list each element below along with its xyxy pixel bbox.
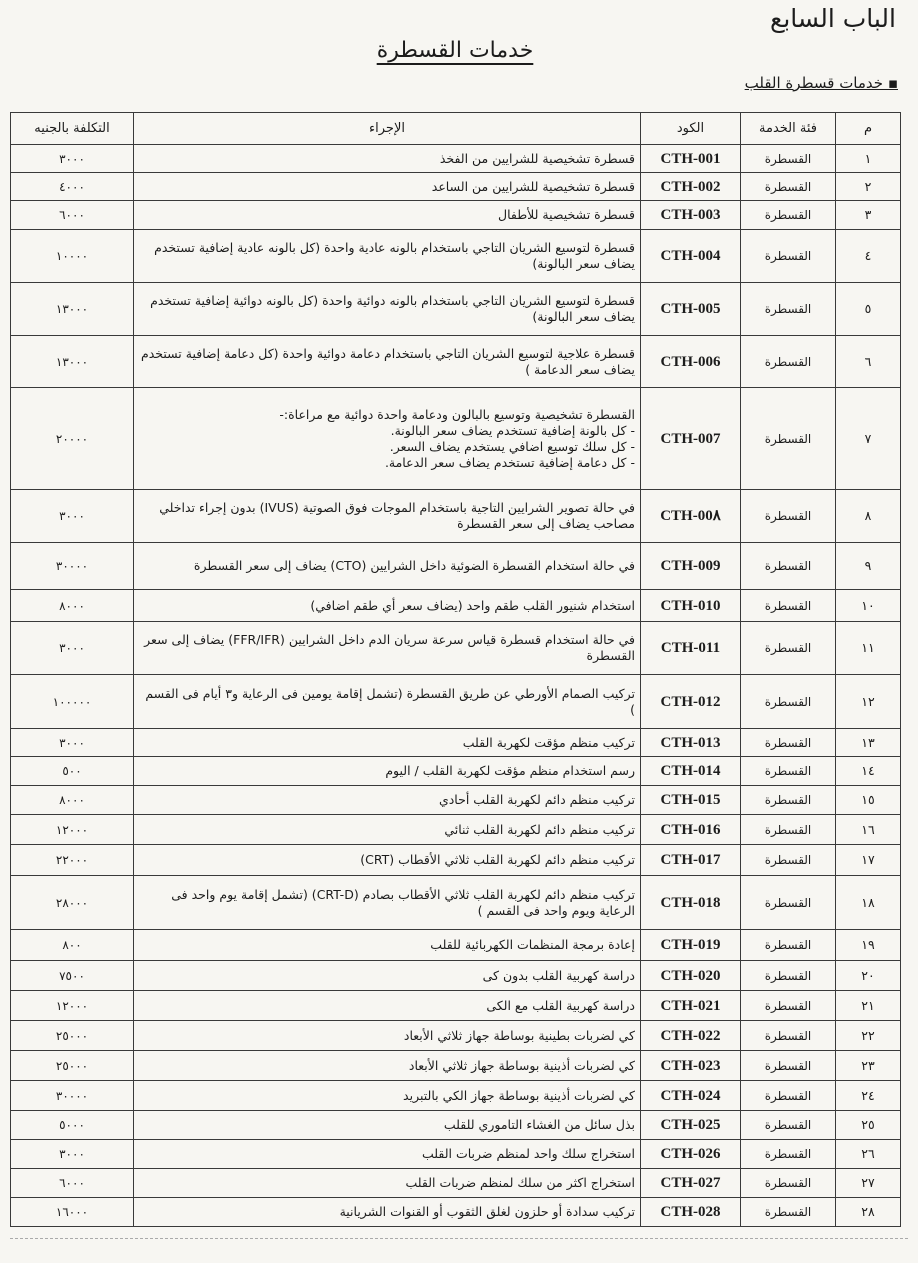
header-code: الكود: [641, 113, 741, 145]
cost-value: ٣٠٠٠: [11, 145, 134, 173]
procedure-description: تركيب منظم دائم لكهربة القلب ثلاثي الأقطاب (CRT): [134, 845, 641, 876]
procedure-description: كي لضربات أذينية بوساطة جهاز ثلاثي الأبعاد: [134, 1051, 641, 1081]
cost-value: ١٦٠٠٠: [11, 1198, 134, 1227]
service-code: CTH-015: [641, 786, 741, 815]
service-category: القسطرة: [741, 145, 836, 173]
row-number: ١٧: [836, 845, 901, 876]
service-code: CTH-009: [641, 543, 741, 590]
table-row: [11, 388, 901, 490]
service-code: CTH-013: [641, 729, 741, 757]
row-number: ٢١: [836, 991, 901, 1021]
table-row: [11, 490, 901, 543]
service-code: CTH-014: [641, 757, 741, 786]
table-row: [11, 1021, 901, 1051]
service-category: القسطرة: [741, 1111, 836, 1140]
services-table: [10, 112, 901, 1227]
cost-value: ١٢٠٠٠: [11, 991, 134, 1021]
table-row: [11, 876, 901, 930]
service-category: القسطرة: [741, 991, 836, 1021]
service-code: CTH-022: [641, 1021, 741, 1051]
cost-value: ٢٨٠٠٠: [11, 876, 134, 930]
procedure-description: تركيب سدادة أو حلزون لغلق الثقوب أو القنوات الشريانية: [134, 1198, 641, 1227]
table-row: [11, 757, 901, 786]
procedure-description: القسطرة تشخيصية وتوسيع بالبالون ودعامة واحدة دوائية مع مراعاة:- - كل بالونة إضافية تستخدم يضاف سعر البالونة. - كل سلك توسيع اضافي يستخدم يضاف السعر. - كل دعامة إضافية تستخدم يضاف سعر الدعامة.: [134, 388, 641, 490]
row-number: ٢٨: [836, 1198, 901, 1227]
cost-value: ٣٠٠٠٠: [11, 1081, 134, 1111]
row-number: ١٤: [836, 757, 901, 786]
cost-value: ١٠٠٠٠٠: [11, 675, 134, 729]
service-category: القسطرة: [741, 230, 836, 283]
row-number: ١٥: [836, 786, 901, 815]
service-category: القسطرة: [741, 1169, 836, 1198]
table-row: [11, 815, 901, 845]
cost-value: ٣٠٠٠: [11, 490, 134, 543]
service-category: القسطرة: [741, 622, 836, 675]
service-category: القسطرة: [741, 490, 836, 543]
procedure-description: استخدام شنيور القلب طقم واحد (يضاف سعر أي طقم اضافي): [134, 590, 641, 622]
row-number: ٢٦: [836, 1140, 901, 1169]
service-code: CTH-007: [641, 388, 741, 490]
row-number: ١٣: [836, 729, 901, 757]
service-category: القسطرة: [741, 543, 836, 590]
header-category: فئة الخدمة: [741, 113, 836, 145]
row-number: ١: [836, 145, 901, 173]
row-number: ١٦: [836, 815, 901, 845]
procedure-description: كي لضربات بطينية بوساطة جهاز ثلاثي الأبعاد: [134, 1021, 641, 1051]
table-row: [11, 590, 901, 622]
service-code: CTH-006: [641, 336, 741, 388]
cost-value: ٢٠٠٠٠: [11, 388, 134, 490]
chapter-heading: الباب السابع: [770, 4, 896, 33]
service-code: CTH-025: [641, 1111, 741, 1140]
service-code: CTH-023: [641, 1051, 741, 1081]
table-row: [11, 991, 901, 1021]
table-row: [11, 786, 901, 815]
procedure-description: قسطرة تشخيصية للشرايين من الساعد: [134, 173, 641, 201]
service-code: CTH-002: [641, 173, 741, 201]
service-category: القسطرة: [741, 283, 836, 336]
cost-value: ٨٠٠٠: [11, 786, 134, 815]
table-row: [11, 336, 901, 388]
service-category: القسطرة: [741, 876, 836, 930]
service-category: القسطرة: [741, 388, 836, 490]
service-code: CTH-028: [641, 1198, 741, 1227]
service-code: CTH-004: [641, 230, 741, 283]
service-category: القسطرة: [741, 1198, 836, 1227]
service-category: القسطرة: [741, 1140, 836, 1169]
table-row: [11, 543, 901, 590]
service-code: CTH-018: [641, 876, 741, 930]
cost-value: ١٣٠٠٠: [11, 336, 134, 388]
table-row: [11, 145, 901, 173]
procedure-description: قسطرة تشخيصية للشرايين من الفخذ: [134, 145, 641, 173]
table-row: [11, 961, 901, 991]
procedure-description: قسطرة لتوسيع الشريان التاجي باستخدام بالونه عادية واحدة (كل بالونه عادية إضافية تستخدم يضاف سعر البالونة): [134, 230, 641, 283]
service-category: القسطرة: [741, 1021, 836, 1051]
procedure-description: قسطرة لتوسيع الشريان التاجي باستخدام بالونه دوائية واحدة (كل بالونه دوائية إضافية تستخدم يضاف سعر البالونة): [134, 283, 641, 336]
table-row: [11, 1111, 901, 1140]
cost-value: ٨٠٠٠: [11, 590, 134, 622]
row-number: ٧: [836, 388, 901, 490]
header-procedure: الإجراء: [134, 113, 641, 145]
procedure-description: في حالة استخدام قسطرة قياس سرعة سريان الدم داخل الشرايين (FFR/IFR) يضاف إلى سعر القسطرة: [134, 622, 641, 675]
cost-value: ٥٠٠: [11, 757, 134, 786]
row-number: ٣: [836, 201, 901, 230]
procedure-description: إعادة برمجة المنظمات الكهربائية للقلب: [134, 930, 641, 961]
cost-value: ١٠٠٠٠: [11, 230, 134, 283]
table-row: [11, 1051, 901, 1081]
row-number: ١١: [836, 622, 901, 675]
service-category: القسطرة: [741, 173, 836, 201]
cost-value: ١٢٠٠٠: [11, 815, 134, 845]
cost-value: ٧٥٠٠: [11, 961, 134, 991]
service-category: القسطرة: [741, 757, 836, 786]
procedure-description: تركيب منظم دائم لكهربة القلب ثنائي: [134, 815, 641, 845]
cost-value: ٣٠٠٠: [11, 622, 134, 675]
service-category: القسطرة: [741, 590, 836, 622]
procedure-description: كي لضربات أذينية بوساطة جهاز الكي بالتبريد: [134, 1081, 641, 1111]
row-number: ٥: [836, 283, 901, 336]
service-category: القسطرة: [741, 336, 836, 388]
table-row: [11, 675, 901, 729]
procedure-description: تركيب منظم دائم لكهربة القلب ثلاثي الأقطاب بصادم (CRT-D) (تشمل إقامة يوم واحد فى الرعاية ويوم واحد فى القسم ): [134, 876, 641, 930]
cost-value: ٥٠٠٠: [11, 1111, 134, 1140]
procedure-description: في حالة استخدام القسطرة الضوئية داخل الشرايين (CTO) يضاف إلى سعر القسطرة: [134, 543, 641, 590]
cost-value: ٣٠٠٠: [11, 729, 134, 757]
service-code: CTH-017: [641, 845, 741, 876]
header-cost: التكلفة بالجنيه: [11, 113, 134, 145]
service-code: CTH-001: [641, 145, 741, 173]
procedure-description: استخراج سلك واحد لمنظم ضربات القلب: [134, 1140, 641, 1169]
procedure-description: قسطرة علاجية لتوسيع الشريان التاجي باستخدام دعامة دوائية واحدة (كل دعامة إضافية تستخدم يضاف سعر الدعامة ): [134, 336, 641, 388]
service-category: القسطرة: [741, 845, 836, 876]
cost-value: ٣٠٠٠: [11, 1140, 134, 1169]
procedure-description: بذل سائل من الغشاء التاموري للقلب: [134, 1111, 641, 1140]
cost-value: ٢٢٠٠٠: [11, 845, 134, 876]
procedure-description: تركيب منظم مؤقت لكهربة القلب: [134, 729, 641, 757]
cost-value: ٦٠٠٠: [11, 201, 134, 230]
table-row: [11, 1140, 901, 1169]
service-code: CTH-027: [641, 1169, 741, 1198]
service-code: CTH-005: [641, 283, 741, 336]
service-category: القسطرة: [741, 729, 836, 757]
service-category: القسطرة: [741, 930, 836, 961]
procedure-description: رسم استخدام منظم مؤقت لكهربة القلب / اليوم: [134, 757, 641, 786]
procedure-description: دراسة كهربية القلب بدون كى: [134, 961, 641, 991]
row-number: ٤: [836, 230, 901, 283]
service-category: القسطرة: [741, 1051, 836, 1081]
table-row: [11, 1081, 901, 1111]
row-number: ٩: [836, 543, 901, 590]
procedure-description: تركيب الصمام الأورطي عن طريق القسطرة (تشمل إقامة يومين فى الرعاية و٣ أيام فى القسم ): [134, 675, 641, 729]
service-code: CTH-011: [641, 622, 741, 675]
service-code: CTH-021: [641, 991, 741, 1021]
procedure-description: قسطرة تشخيصية للأطفال: [134, 201, 641, 230]
service-code: CTH-019: [641, 930, 741, 961]
service-category: القسطرة: [741, 815, 836, 845]
service-code: CTH-003: [641, 201, 741, 230]
table-row: [11, 173, 901, 201]
cost-value: ٦٠٠٠: [11, 1169, 134, 1198]
service-category: القسطرة: [741, 1081, 836, 1111]
row-number: ٨: [836, 490, 901, 543]
procedure-description: دراسة كهربية القلب مع الكى: [134, 991, 641, 1021]
procedure-description: تركيب منظم دائم لكهربة القلب أحادي: [134, 786, 641, 815]
service-code: CTH-012: [641, 675, 741, 729]
section-subtitle: ▪ خدمات قسطرة القلب: [744, 74, 898, 92]
table-row: [11, 1198, 901, 1227]
table-row: [11, 930, 901, 961]
row-number: ٢٤: [836, 1081, 901, 1111]
table-row: [11, 622, 901, 675]
row-number: ٢٧: [836, 1169, 901, 1198]
row-number: ٢٠: [836, 961, 901, 991]
table-row: [11, 283, 901, 336]
table-row: [11, 729, 901, 757]
row-number: ١٨: [836, 876, 901, 930]
service-code: CTH-020: [641, 961, 741, 991]
service-code: CTH-024: [641, 1081, 741, 1111]
table-row: [11, 201, 901, 230]
service-category: القسطرة: [741, 786, 836, 815]
service-category: القسطرة: [741, 201, 836, 230]
cost-value: ٨٠٠: [11, 930, 134, 961]
row-number: ٦: [836, 336, 901, 388]
row-number: ٢٣: [836, 1051, 901, 1081]
table-row: [11, 845, 901, 876]
row-number: ٢: [836, 173, 901, 201]
footer-divider: [10, 1238, 908, 1239]
table-header-row: [11, 113, 901, 145]
row-number: ٢٢: [836, 1021, 901, 1051]
service-code: CTH-016: [641, 815, 741, 845]
cost-value: ٢٥٠٠٠: [11, 1021, 134, 1051]
procedure-description: استخراج اكثر من سلك لمنظم ضربات القلب: [134, 1169, 641, 1198]
service-category: القسطرة: [741, 961, 836, 991]
service-category: القسطرة: [741, 675, 836, 729]
row-number: ٢٥: [836, 1111, 901, 1140]
row-number: ١٩: [836, 930, 901, 961]
service-code: CTH-00٨: [641, 490, 741, 543]
row-number: ١٢: [836, 675, 901, 729]
row-number: ١٠: [836, 590, 901, 622]
service-code: CTH-010: [641, 590, 741, 622]
table-row: [11, 1169, 901, 1198]
cost-value: ٣٠٠٠٠: [11, 543, 134, 590]
page-title: خدمات القسطرة: [376, 38, 534, 63]
cost-value: ٢٥٠٠٠: [11, 1051, 134, 1081]
cost-value: ١٣٠٠٠: [11, 283, 134, 336]
service-code: CTH-026: [641, 1140, 741, 1169]
cost-value: ٤٠٠٠: [11, 173, 134, 201]
header-num: م: [836, 113, 901, 145]
table-row: [11, 230, 901, 283]
procedure-description: في حالة تصوير الشرايين التاجية باستخدام الموجات فوق الصوتية (IVUS) بدون إجراء تداخلي مصاحب يضاف إلى سعر القسطرة: [134, 490, 641, 543]
